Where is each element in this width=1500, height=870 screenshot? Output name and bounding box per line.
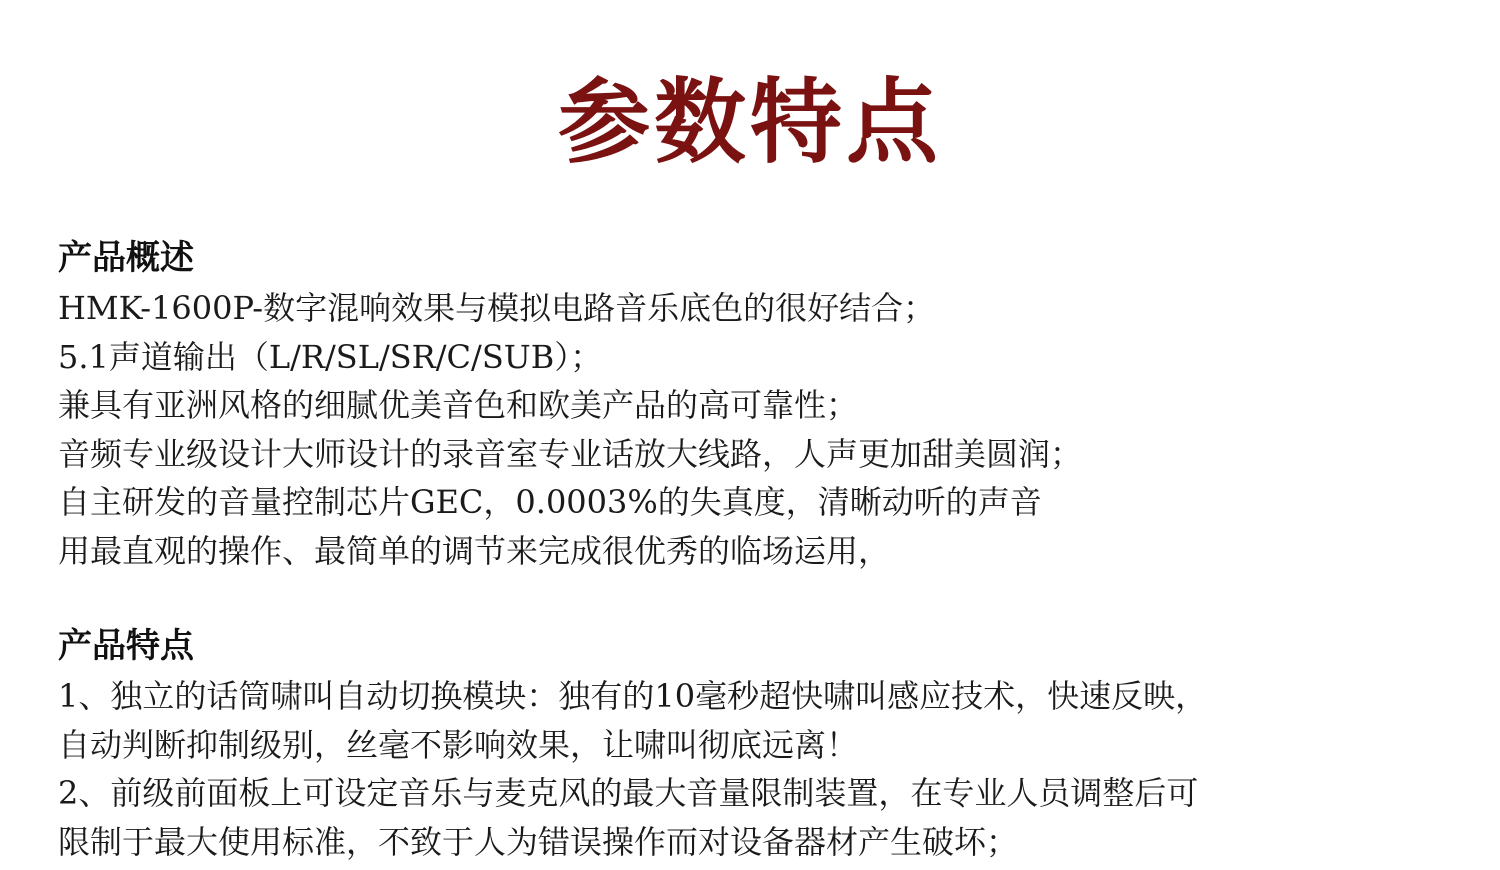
overview-line: 兼具有亚洲风格的细腻优美音色和欧美产品的高可靠性； (58, 386, 859, 424)
overview-heading: 产品概述 (58, 238, 194, 278)
overview-line: HMK-1600P-数字混响效果与模拟电路音乐底色的很好结合； (58, 289, 936, 327)
overview-section (58, 232, 1478, 575)
feature-line: 限制于最大使用标准，不致于人为错误操作而对设备器材产生破坏； (58, 822, 1019, 861)
overview-line: 音频专业级设计大师设计的录音室专业话放大线路，人声更加甜美圆润； (58, 434, 1083, 473)
page-title: 参数特点 (557, 69, 942, 176)
feature-line: 1、独立的话筒啸叫自动切换模块：独有的10毫秒超快啸叫感应技术，快速反映， (58, 677, 1208, 715)
features-heading: 产品特点 (58, 626, 194, 666)
overview-line: 用最直观的操作、最简单的调节来完成很优秀的临场运用， (58, 531, 891, 570)
feature-line: 2、前级前面板上可设定音乐与麦克风的最大音量限制装置，在专业人员调整后可 (58, 774, 1199, 812)
overview-line: 5.1声道输出（L/R/SL/SR/C/SUB）； (58, 337, 603, 376)
overview-line: 自主研发的音量控制芯片GEC，0.0003%的失真度，清晰动听的声音 (58, 483, 1042, 521)
feature-line: 自动判断抑制级别，丝毫不影响效果，让啸叫彻底远离！ (58, 725, 859, 764)
features-section (58, 620, 1478, 866)
